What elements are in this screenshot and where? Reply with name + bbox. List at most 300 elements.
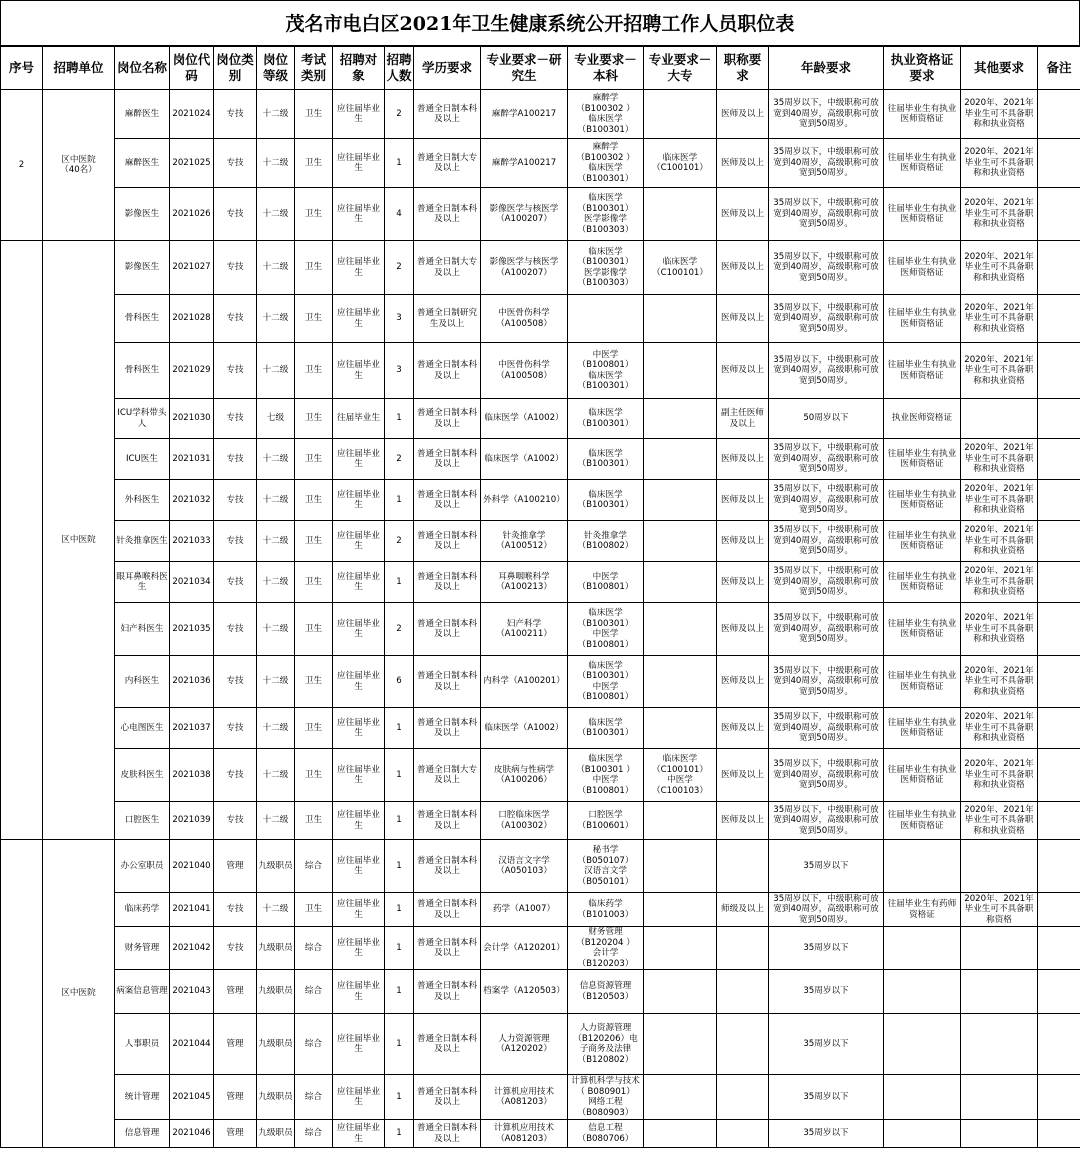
cell-title-req: 医师及以上 — [717, 749, 769, 802]
cell-title-req: 医师及以上 — [717, 603, 769, 656]
cell-age-req: 35周岁以下，中级职称可放宽到40周岁，高级职称可放宽到50周岁。 — [769, 656, 884, 708]
cell-post-level: 十二级 — [257, 893, 295, 927]
cell-title-req — [717, 1075, 769, 1120]
cell-license-req: 往届毕业生有执业医师资格证 — [884, 562, 961, 603]
cell-exam-type: 卫生 — [295, 480, 333, 521]
cell-age-req: 35周岁以下，中级职称可放宽到40周岁，高级职称可放宽到50周岁。 — [769, 480, 884, 521]
cell-post-category: 专技 — [214, 480, 257, 521]
cell-count: 6 — [385, 656, 414, 708]
header-post-level: 岗位等级 — [257, 47, 295, 90]
cell-target: 应往届毕业生 — [333, 480, 385, 521]
cell-count: 2 — [385, 439, 414, 480]
cell-post-category: 专技 — [214, 521, 257, 562]
cell-post-category: 专技 — [214, 295, 257, 343]
table-row — [1, 562, 1080, 603]
cell-post-category: 专技 — [214, 139, 257, 188]
cell-post-code: 2021043 — [170, 970, 214, 1014]
cell-exam-type: 卫生 — [295, 295, 333, 343]
cell-target: 应往届毕业生 — [333, 893, 385, 927]
cell-post-name: 内科医生 — [115, 656, 170, 708]
cell-count: 1 — [385, 139, 414, 188]
group-unit: 区中医院 — [43, 241, 115, 840]
cell-age-req: 35周岁以下，中级职称可放宽到40周岁，高级职称可放宽到50周岁。 — [769, 439, 884, 480]
cell-major-undergrad: 临床医学 （B100301） — [568, 480, 644, 521]
cell-count: 1 — [385, 1120, 414, 1148]
cell-exam-type: 卫生 — [295, 708, 333, 749]
cell-other-req — [961, 399, 1038, 439]
table-row — [1, 521, 1080, 562]
cell-major-grad: 临床医学（A1002） — [481, 439, 568, 480]
cell-post-level: 七级 — [257, 399, 295, 439]
cell-education: 普通全日制本科及以上 — [414, 90, 481, 139]
cell-exam-type: 卫生 — [295, 562, 333, 603]
cell-post-level: 十二级 — [257, 139, 295, 188]
cell-other-req — [961, 927, 1038, 970]
cell-count: 2 — [385, 241, 414, 295]
cell-exam-type: 卫生 — [295, 399, 333, 439]
header-major-undergrad: 专业要求－本科 — [568, 47, 644, 90]
table-row — [1, 399, 1080, 439]
cell-license-req: 往届毕业生有执业医师资格证 — [884, 708, 961, 749]
cell-other-req: 2020年、2021年毕业生可不具备职称和执业资格 — [961, 802, 1038, 840]
group-seq: 2 — [1, 90, 43, 241]
cell-major-college — [644, 802, 717, 840]
cell-post-code: 2021030 — [170, 399, 214, 439]
cell-count: 2 — [385, 521, 414, 562]
cell-education: 普通全日制本科及以上 — [414, 562, 481, 603]
cell-education: 普通全日制本科及以上 — [414, 970, 481, 1014]
cell-major-undergrad: 临床医学 （B100301） 中医学 （B100801） — [568, 603, 644, 656]
cell-target: 应往届毕业生 — [333, 139, 385, 188]
cell-exam-type: 卫生 — [295, 656, 333, 708]
cell-exam-type: 卫生 — [295, 188, 333, 241]
table-row — [1, 480, 1080, 521]
header-major-college: 专业要求－大专 — [644, 47, 717, 90]
cell-license-req: 往届毕业生有执业医师资格证 — [884, 439, 961, 480]
cell-post-name: 口腔医生 — [115, 802, 170, 840]
header-unit: 招聘单位 — [43, 47, 115, 90]
group-unit: 区中医院 — [43, 840, 115, 1148]
cell-exam-type: 综合 — [295, 840, 333, 893]
cell-post-code: 2021046 — [170, 1120, 214, 1148]
cell-post-category: 专技 — [214, 562, 257, 603]
cell-post-category: 专技 — [214, 241, 257, 295]
cell-license-req: 执业医师资格证 — [884, 399, 961, 439]
cell-license-req — [884, 927, 961, 970]
cell-target: 应往届毕业生 — [333, 749, 385, 802]
cell-major-undergrad: 麻醉学 （B100302 ） 临床医学 （B100301） — [568, 139, 644, 188]
cell-post-category: 管理 — [214, 1014, 257, 1075]
header-seq: 序号 — [1, 47, 43, 90]
cell-post-level: 十二级 — [257, 480, 295, 521]
cell-post-category: 专技 — [214, 603, 257, 656]
cell-major-grad: 口腔临床医学 （A100302） — [481, 802, 568, 840]
cell-education: 普通全日制本科及以上 — [414, 399, 481, 439]
cell-post-category: 专技 — [214, 439, 257, 480]
cell-major-college — [644, 188, 717, 241]
cell-target: 应往届毕业生 — [333, 802, 385, 840]
table-row — [1, 1120, 1080, 1148]
cell-major-grad: 人力资源管理 （A120202） — [481, 1014, 568, 1075]
cell-count: 3 — [385, 295, 414, 343]
cell-major-college — [644, 521, 717, 562]
cell-title-req — [717, 1014, 769, 1075]
cell-note — [1038, 749, 1080, 802]
cell-target: 应往届毕业生 — [333, 295, 385, 343]
cell-target: 应往届毕业生 — [333, 603, 385, 656]
cell-major-grad: 临床医学（A1002） — [481, 708, 568, 749]
cell-major-undergrad: 麻醉学 （B100302 ） 临床医学 （B100301） — [568, 90, 644, 139]
cell-education: 普通全日制本科及以上 — [414, 802, 481, 840]
cell-post-code: 2021042 — [170, 927, 214, 970]
cell-major-undergrad: 秘书学 （B050107） 汉语言文学 （B050101） — [568, 840, 644, 893]
cell-other-req: 2020年、2021年毕业生可不具备职称和执业资格 — [961, 90, 1038, 139]
cell-post-name: 骨科医生 — [115, 295, 170, 343]
cell-note — [1038, 970, 1080, 1014]
cell-education: 普通全日制本科及以上 — [414, 439, 481, 480]
cell-count: 1 — [385, 480, 414, 521]
cell-major-college — [644, 603, 717, 656]
cell-target: 应往届毕业生 — [333, 927, 385, 970]
cell-post-level: 九级职员 — [257, 1120, 295, 1148]
cell-license-req — [884, 840, 961, 893]
cell-title-req: 医师及以上 — [717, 708, 769, 749]
cell-title-req: 医师及以上 — [717, 439, 769, 480]
cell-age-req: 35周岁以下 — [769, 1075, 884, 1120]
cell-title-req — [717, 927, 769, 970]
cell-age-req: 35周岁以下 — [769, 1120, 884, 1148]
cell-post-code: 2021029 — [170, 343, 214, 399]
header-exam-type: 考试类别 — [295, 47, 333, 90]
cell-major-undergrad: 针灸推拿学 （B100802） — [568, 521, 644, 562]
cell-exam-type: 卫生 — [295, 343, 333, 399]
cell-post-name: 临床药学 — [115, 893, 170, 927]
cell-major-grad: 临床医学（A1002） — [481, 399, 568, 439]
cell-post-name: ICU学科带头人 — [115, 399, 170, 439]
header-age-req: 年龄要求 — [769, 47, 884, 90]
header-post-name: 岗位名称 — [115, 47, 170, 90]
cell-major-grad: 档案学（A120503） — [481, 970, 568, 1014]
cell-major-college: 临床医学 （C100101） 中医学 （C100103） — [644, 749, 717, 802]
cell-major-college — [644, 1075, 717, 1120]
cell-post-category: 专技 — [214, 749, 257, 802]
cell-title-req — [717, 840, 769, 893]
cell-post-name: 人事职员 — [115, 1014, 170, 1075]
cell-major-undergrad: 信息工程 （B080706） — [568, 1120, 644, 1148]
cell-major-college: 临床医学 （C100101） — [644, 139, 717, 188]
cell-post-code: 2021038 — [170, 749, 214, 802]
table-row — [1, 1014, 1080, 1075]
cell-post-category: 专技 — [214, 708, 257, 749]
cell-target: 应往届毕业生 — [333, 521, 385, 562]
cell-post-name: 妇产科医生 — [115, 603, 170, 656]
header-post-category: 岗位类别 — [214, 47, 257, 90]
cell-major-college: 临床医学 （C100101） — [644, 241, 717, 295]
cell-title-req — [717, 1120, 769, 1148]
cell-post-level: 十二级 — [257, 603, 295, 656]
cell-post-name: 病案信息管理 — [115, 970, 170, 1014]
cell-post-name: 外科医生 — [115, 480, 170, 521]
cell-major-grad: 妇产科学 （A100211） — [481, 603, 568, 656]
cell-major-undergrad: 信息资源管理 （B120503） — [568, 970, 644, 1014]
cell-post-name: 影像医生 — [115, 241, 170, 295]
cell-post-category: 专技 — [214, 656, 257, 708]
cell-age-req: 35周岁以下 — [769, 927, 884, 970]
cell-post-name: 麻醉医生 — [115, 90, 170, 139]
cell-title-req: 师级及以上 — [717, 893, 769, 927]
cell-post-code: 2021045 — [170, 1075, 214, 1120]
cell-education: 普通全日制大专及以上 — [414, 139, 481, 188]
cell-license-req: 往届毕业生有执业医师资格证 — [884, 241, 961, 295]
header-other-req: 其他要求 — [961, 47, 1038, 90]
cell-post-code: 2021026 — [170, 188, 214, 241]
cell-major-grad: 耳鼻咽喉科学 （A100213） — [481, 562, 568, 603]
cell-education: 普通全日制本科及以上 — [414, 656, 481, 708]
cell-major-college — [644, 295, 717, 343]
cell-title-req: 医师及以上 — [717, 521, 769, 562]
cell-post-name: 办公室职员 — [115, 840, 170, 893]
cell-count: 1 — [385, 749, 414, 802]
table-header-row — [1, 47, 1080, 90]
cell-post-name: 心电图医生 — [115, 708, 170, 749]
cell-exam-type: 综合 — [295, 1120, 333, 1148]
cell-note — [1038, 656, 1080, 708]
cell-note — [1038, 188, 1080, 241]
cell-note — [1038, 241, 1080, 295]
table-row — [1, 749, 1080, 802]
cell-post-code: 2021028 — [170, 295, 214, 343]
cell-count: 1 — [385, 1075, 414, 1120]
cell-exam-type: 综合 — [295, 970, 333, 1014]
cell-education: 普通全日制本科及以上 — [414, 708, 481, 749]
cell-major-undergrad: 临床医学 （B100301） 中医学 （B100801） — [568, 656, 644, 708]
cell-post-code: 2021035 — [170, 603, 214, 656]
cell-target: 应往届毕业生 — [333, 562, 385, 603]
cell-major-grad: 计算机应用技术 （A081203） — [481, 1120, 568, 1148]
cell-target: 应往届毕业生 — [333, 188, 385, 241]
cell-major-grad: 影像医学与核医学 （A100207） — [481, 188, 568, 241]
cell-education: 普通全日制本科及以上 — [414, 343, 481, 399]
table-row — [1, 970, 1080, 1014]
table-row — [1, 1075, 1080, 1120]
cell-count: 1 — [385, 1014, 414, 1075]
cell-other-req — [961, 970, 1038, 1014]
cell-post-level: 九级职员 — [257, 927, 295, 970]
cell-major-grad: 麻醉学A100217 — [481, 139, 568, 188]
cell-major-undergrad — [568, 295, 644, 343]
cell-major-college — [644, 970, 717, 1014]
cell-post-category: 管理 — [214, 840, 257, 893]
cell-title-req: 医师及以上 — [717, 295, 769, 343]
cell-age-req: 35周岁以下，中级职称可放宽到40周岁，高级职称可放宽到50周岁。 — [769, 90, 884, 139]
table-row — [1, 241, 1080, 295]
cell-target: 应往届毕业生 — [333, 343, 385, 399]
cell-note — [1038, 295, 1080, 343]
cell-major-college — [644, 399, 717, 439]
cell-major-undergrad: 临床药学 （B101003） — [568, 893, 644, 927]
cell-major-college — [644, 708, 717, 749]
cell-major-undergrad: 财务管理 （B120204 ） 会计学 （B120203） — [568, 927, 644, 970]
cell-target: 应往届毕业生 — [333, 1120, 385, 1148]
cell-other-req: 2020年、2021年毕业生可不具备职称和执业资格 — [961, 139, 1038, 188]
cell-note — [1038, 562, 1080, 603]
cell-post-category: 管理 — [214, 1120, 257, 1148]
cell-other-req: 2020年、2021年毕业生可不具备职称和执业资格 — [961, 708, 1038, 749]
cell-other-req — [961, 1120, 1038, 1148]
cell-post-category: 管理 — [214, 970, 257, 1014]
cell-post-level: 十二级 — [257, 241, 295, 295]
cell-major-college — [644, 562, 717, 603]
cell-post-code: 2021025 — [170, 139, 214, 188]
cell-post-code: 2021032 — [170, 480, 214, 521]
cell-other-req — [961, 1014, 1038, 1075]
cell-count: 1 — [385, 562, 414, 603]
cell-post-category: 管理 — [214, 1075, 257, 1120]
cell-count: 1 — [385, 927, 414, 970]
header-target: 招聘对象 — [333, 47, 385, 90]
table-row — [1, 139, 1080, 188]
cell-other-req: 2020年、2021年毕业生可不具备职称和执业资格 — [961, 603, 1038, 656]
cell-note — [1038, 521, 1080, 562]
cell-exam-type: 卫生 — [295, 139, 333, 188]
cell-post-level: 十二级 — [257, 749, 295, 802]
cell-major-college — [644, 927, 717, 970]
cell-other-req: 2020年、2021年毕业生可不具备职称和执业资格 — [961, 562, 1038, 603]
cell-post-code: 2021034 — [170, 562, 214, 603]
recruitment-table — [0, 46, 1080, 1148]
cell-post-code: 2021040 — [170, 840, 214, 893]
cell-post-category: 专技 — [214, 399, 257, 439]
cell-major-college — [644, 656, 717, 708]
cell-post-code: 2021031 — [170, 439, 214, 480]
cell-major-college — [644, 893, 717, 927]
cell-license-req: 往届毕业生有执业医师资格证 — [884, 749, 961, 802]
cell-post-level: 九级职员 — [257, 1014, 295, 1075]
header-major-grad: 专业要求－研究生 — [481, 47, 568, 90]
cell-post-category: 专技 — [214, 893, 257, 927]
cell-license-req: 往届毕业生有执业医师资格证 — [884, 90, 961, 139]
cell-count: 2 — [385, 90, 414, 139]
cell-target: 应往届毕业生 — [333, 241, 385, 295]
cell-post-code: 2021033 — [170, 521, 214, 562]
cell-license-req: 往届毕业生有执业医师资格证 — [884, 656, 961, 708]
cell-exam-type: 综合 — [295, 1014, 333, 1075]
cell-post-level: 十二级 — [257, 802, 295, 840]
cell-age-req: 35周岁以下，中级职称可放宽到40周岁，高级职称可放宽到50周岁。 — [769, 521, 884, 562]
cell-exam-type: 卫生 — [295, 241, 333, 295]
cell-license-req: 往届毕业生有执业医师资格证 — [884, 188, 961, 241]
cell-post-name: 影像医生 — [115, 188, 170, 241]
cell-major-undergrad: 口腔医学 （B100601） — [568, 802, 644, 840]
cell-major-grad: 汉语言文字学 （A050103） — [481, 840, 568, 893]
cell-age-req: 35周岁以下 — [769, 970, 884, 1014]
table-row — [1, 802, 1080, 840]
cell-count: 1 — [385, 840, 414, 893]
cell-post-category: 专技 — [214, 90, 257, 139]
cell-exam-type: 综合 — [295, 1075, 333, 1120]
cell-license-req: 往届毕业生有药师资格证 — [884, 893, 961, 927]
cell-post-name: 针灸推拿医生 — [115, 521, 170, 562]
cell-major-grad: 计算机应用技术 （A081203） — [481, 1075, 568, 1120]
cell-major-college — [644, 480, 717, 521]
cell-post-category: 专技 — [214, 343, 257, 399]
cell-education: 普通全日制本科及以上 — [414, 1075, 481, 1120]
header-note: 备注 — [1038, 47, 1080, 90]
cell-license-req: 往届毕业生有执业医师资格证 — [884, 343, 961, 399]
cell-target: 应往届毕业生 — [333, 439, 385, 480]
cell-exam-type: 卫生 — [295, 603, 333, 656]
table-row — [1, 295, 1080, 343]
table-row — [1, 439, 1080, 480]
cell-post-level: 十二级 — [257, 188, 295, 241]
cell-major-grad: 皮肤病与性病学 （A100206） — [481, 749, 568, 802]
cell-other-req — [961, 840, 1038, 893]
cell-title-req: 医师及以上 — [717, 188, 769, 241]
header-count: 招聘人数 — [385, 47, 414, 90]
cell-count: 1 — [385, 893, 414, 927]
table-row — [1, 927, 1080, 970]
cell-major-undergrad: 临床医学 （B100301） 医学影像学 （B100303） — [568, 241, 644, 295]
cell-title-req: 医师及以上 — [717, 241, 769, 295]
cell-exam-type: 卫生 — [295, 802, 333, 840]
cell-post-level: 十二级 — [257, 562, 295, 603]
cell-education: 普通全日制本科及以上 — [414, 927, 481, 970]
cell-exam-type: 卫生 — [295, 749, 333, 802]
cell-exam-type: 卫生 — [295, 521, 333, 562]
cell-exam-type: 综合 — [295, 927, 333, 970]
cell-major-grad: 中医骨伤科学 （A100508） — [481, 343, 568, 399]
cell-post-name: 眼耳鼻喉科医生 — [115, 562, 170, 603]
cell-post-name: 麻醉医生 — [115, 139, 170, 188]
cell-count: 1 — [385, 708, 414, 749]
cell-license-req — [884, 1075, 961, 1120]
cell-education: 普通全日制本科及以上 — [414, 521, 481, 562]
cell-license-req — [884, 1014, 961, 1075]
cell-note — [1038, 840, 1080, 893]
cell-note — [1038, 343, 1080, 399]
group-unit: 区中医院 （40名） — [43, 90, 115, 241]
cell-title-req: 医师及以上 — [717, 656, 769, 708]
cell-other-req: 2020年、2021年毕业生可不具备职称和执业资格 — [961, 749, 1038, 802]
cell-education: 普通全日制本科及以上 — [414, 480, 481, 521]
cell-post-code: 2021024 — [170, 90, 214, 139]
cell-education: 普通全日制本科及以上 — [414, 1014, 481, 1075]
cell-note — [1038, 893, 1080, 927]
cell-note — [1038, 1014, 1080, 1075]
cell-major-college — [644, 343, 717, 399]
cell-count: 1 — [385, 970, 414, 1014]
cell-post-name: 信息管理 — [115, 1120, 170, 1148]
cell-education: 普通全日制本科及以上 — [414, 1120, 481, 1148]
cell-major-undergrad: 临床医学 （B100301） — [568, 399, 644, 439]
cell-count: 2 — [385, 603, 414, 656]
cell-target: 应往届毕业生 — [333, 840, 385, 893]
cell-note — [1038, 139, 1080, 188]
cell-major-grad: 影像医学与核医学 （A100207） — [481, 241, 568, 295]
cell-license-req: 往届毕业生有执业医师资格证 — [884, 521, 961, 562]
cell-post-code: 2021044 — [170, 1014, 214, 1075]
cell-exam-type: 卫生 — [295, 90, 333, 139]
cell-note — [1038, 399, 1080, 439]
cell-other-req: 2020年、2021年毕业生可不具备职称资格 — [961, 893, 1038, 927]
cell-post-level: 十二级 — [257, 708, 295, 749]
cell-target: 应往届毕业生 — [333, 708, 385, 749]
cell-other-req: 2020年、2021年毕业生可不具备职称和执业资格 — [961, 295, 1038, 343]
cell-note — [1038, 927, 1080, 970]
cell-license-req: 往届毕业生有执业医师资格证 — [884, 802, 961, 840]
cell-education: 普通全日制本科及以上 — [414, 188, 481, 241]
cell-age-req: 35周岁以下，中级职称可放宽到40周岁，高级职称可放宽到50周岁。 — [769, 603, 884, 656]
